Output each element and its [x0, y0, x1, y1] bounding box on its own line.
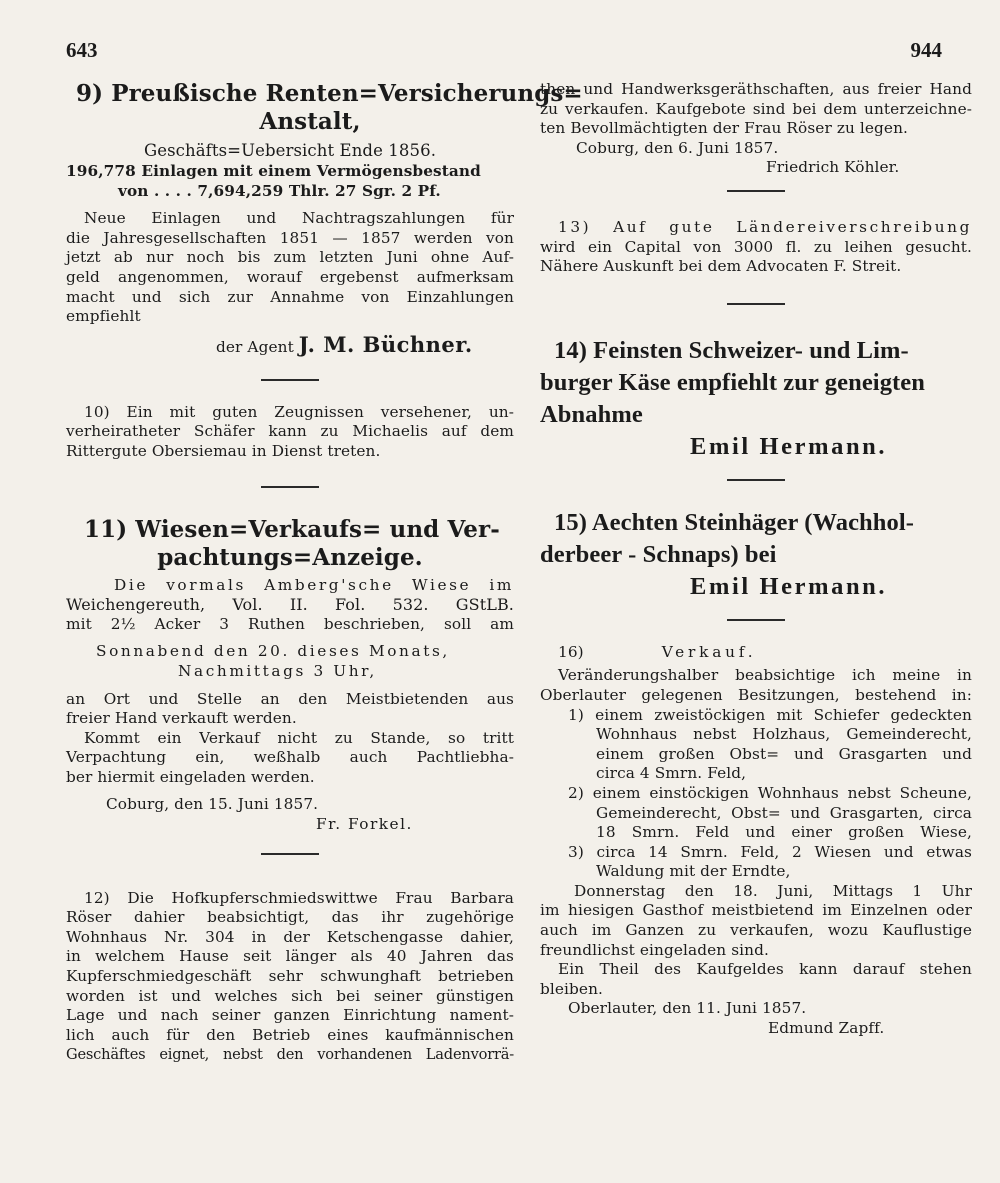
- ad-10-line: verheiratheter Schäfer kann zu Michaelis auf dem: [66, 422, 514, 441]
- ad-9-body-line: macht und sich zur Annahme von Einzahlungen: [66, 287, 514, 306]
- divider-rule: [727, 479, 785, 481]
- ad-11-line: Weichengereuth, Vol. II. Fol. 532. GStLB.: [66, 595, 514, 615]
- ad-14-line: burger Käse empfiehlt zur geneigten: [540, 368, 926, 396]
- divider-rule: [261, 853, 319, 855]
- ad-16-verkauf: [540, 643, 972, 1039]
- ad-14-line: Abnahme: [540, 400, 643, 428]
- ad-12-wohnhaus-verkauf: [66, 889, 514, 1065]
- ad-16-line: Ein Theil des Kaufgeldes kann darauf stehen: [558, 960, 972, 979]
- ad-12-line: in welchem Hause seit länger als 40 Jahren das: [66, 947, 514, 966]
- ad-14-line: 14) Feinsten Schweizer- und Lim-: [554, 336, 909, 364]
- ad-12-line: lich auch für den Betrieb eines kaufmännischen: [66, 1025, 514, 1044]
- ad-9-subheading: Geschäfts=Uebersicht Ende 1856.: [143, 141, 437, 160]
- ad-16-heading: [540, 643, 972, 663]
- ad-12-line: Geschäftes eignet, nebst den vorhandenen Ladenvorrä-: [66, 1046, 514, 1064]
- ad-11-line: Kommt ein Verkauf nicht zu Stande, so tritt: [84, 728, 514, 747]
- ad-16-line: Waldung mit der Erndte,: [596, 862, 791, 881]
- ad-9-heading-line1: 9) Preußische Renten=Versicherungs=: [76, 80, 583, 107]
- ad-12-cont-line: zu verkaufen. Kaufgebote sind bei dem unterzeichne-: [540, 99, 972, 118]
- ad-11-line: Verpachtung ein, weßhalb auch Pachtliebha-: [66, 748, 514, 767]
- ad-12-line: Wohnhaus Nr. 304 in der Ketschengasse dahier,: [66, 927, 514, 946]
- ad-11-line: Die vormals Amberg'sche Wiese im: [114, 575, 514, 594]
- ad-16-line: Gemeinderecht, Obst= und Grasgarten, circa: [596, 803, 972, 822]
- ad-9-renten-versicherung: [66, 80, 583, 361]
- divider-rule: [727, 619, 785, 621]
- ad-10-schaefer: [66, 403, 514, 462]
- ad-12-line: Röser dahier beabsichtigt, das ihr zugehörige: [66, 908, 514, 927]
- ad-15-line: 15) Aechten Steinhäger (Wachhol-: [554, 508, 915, 536]
- ad-11-line: mit 2½ Acker 3 Ruthen beschrieben, soll am: [66, 614, 514, 633]
- ad-14-kaese: [540, 335, 972, 463]
- ad-13-line: Nähere Auskunft bei dem Advocaten F. Streit.: [540, 257, 902, 276]
- right-column: [540, 80, 972, 1039]
- ad-11-wiesen-verkauf: [66, 516, 514, 835]
- ad-16-line: 3) circa 14 Smrn. Feld, 2 Wiesen und etwas: [568, 842, 972, 861]
- ad-16-line: bleiben.: [540, 979, 603, 998]
- ad-11-auction-date: Sonnabend den 20. dieses Monats,: [96, 642, 450, 661]
- ad-16-line: Oberlauter gelegenen Besitzungen, bestehend in:: [540, 685, 972, 704]
- ad-11-heading-line1: 11) Wiesen=Verkaufs= und Ver-: [84, 515, 500, 543]
- ad-12-continuation: [540, 80, 972, 178]
- divider-rule: [727, 303, 785, 305]
- ad-16-line: Veränderungshalber beabsichtige ich meine in: [558, 666, 972, 685]
- ad-9-line: 196,778 Einlagen mit einem Vermögensbestand: [66, 162, 481, 180]
- ad-16-line: im hiesigen Gasthof meistbietend im Einzelnen oder: [540, 901, 972, 920]
- ad-16-line: 2) einem einstöckigen Wohnhaus nebst Scheune,: [568, 783, 972, 802]
- ad-11-auction-time: Nachmittags 3 Uhr,: [178, 661, 377, 680]
- ad-14-signature: Emil Hermann.: [690, 432, 888, 460]
- ad-9-heading-line2: Anstalt,: [259, 108, 361, 135]
- ad-16-line: circa 4 Smrn. Feld,: [596, 764, 747, 783]
- ad-13-line: wird ein Capital von 3000 fl. zu leihen gesucht.: [540, 237, 972, 256]
- ad-12-line: Lage und nach seiner ganzen Einrichtung nament-: [66, 1006, 514, 1025]
- ad-16-date: Oberlauter, den 11. Juni 1857.: [568, 999, 807, 1018]
- ad-9-signature-prefix: der Agent: [216, 337, 294, 356]
- ad-9-signature-name: J. M. Büchner.: [298, 331, 473, 357]
- ad-15-line: derbeer - Schnaps) bei: [540, 540, 777, 568]
- ad-9-line: von . . . . 7,694,259 Thlr. 27 Sgr. 2 Pf.: [118, 181, 441, 200]
- ad-16-line: freundlichst eingeladen sind.: [540, 940, 769, 959]
- ad-15-steinhaeger: [540, 507, 972, 603]
- ad-16-line: Wohnhaus nebst Holzhaus, Gemeinderecht,: [596, 725, 972, 744]
- ad-9-body-line: geld angenommen, worauf ergebenst aufmerksam: [66, 267, 514, 286]
- page-number-right: 944: [910, 38, 942, 62]
- ad-11-line: freier Hand verkauft werden.: [66, 709, 297, 728]
- ad-16-line: 1) einem zweistöckigen mit Schiefer gedeckten: [568, 705, 972, 724]
- ad-9-body-line: jetzt ab nur noch bis zum letzten Juni ohne Auf-: [66, 248, 514, 267]
- ad-16-signature: Edmund Zapff.: [768, 1019, 885, 1038]
- ad-11-heading-line2: pachtungs=Anzeige.: [157, 543, 423, 571]
- ad-12-line: 12) Die Hofkupferschmiedswittwe Frau Barbara: [84, 888, 514, 907]
- ad-12-line: Kupferschmiedgeschäft sehr schwunghaft betrieben: [66, 967, 514, 986]
- ad-12-date: Coburg, den 6. Juni 1857.: [576, 138, 779, 157]
- ad-12-line: worden ist und welches sich bei seiner günstigen: [66, 986, 514, 1005]
- divider-rule: [261, 379, 319, 381]
- ad-11-line: an Ort und Stelle an den Meistbietenden aus: [66, 689, 514, 708]
- ad-16-auction-date: Donnerstag den 18. Juni, Mittags 1 Uhr: [574, 881, 972, 900]
- ad-11-signature: Fr. Forkel.: [316, 815, 413, 834]
- ad-12-cont-line: then und Handwerksgeräthschaften, aus freier Hand: [540, 80, 972, 98]
- ad-16-line: auch im Ganzen zu verkaufen, wozu Kauflustige: [540, 921, 972, 940]
- ad-16-number: 16): [558, 642, 584, 661]
- ad-10-line: Rittergute Obersiemau in Dienst treten.: [66, 441, 381, 460]
- ad-13-capital: [540, 218, 972, 277]
- ad-9-signature: [66, 331, 514, 361]
- ad-11-date: Coburg, den 15. Juni 1857.: [106, 795, 319, 814]
- ad-10-line: 10) Ein mit guten Zeugnissen versehener, un-: [84, 402, 514, 421]
- ad-16-title: Verkauf.: [661, 642, 757, 661]
- ad-12-cont-line: ten Bevollmächtigten der Frau Röser zu legen.: [540, 119, 908, 138]
- divider-rule: [727, 190, 785, 192]
- ad-11-line: ber hiermit eingeladen werden.: [66, 767, 315, 786]
- ad-12-signature: Friedrich Köhler.: [766, 158, 900, 177]
- ad-9-body-line: die Jahresgesellschaften 1851 — 1857 werden von: [66, 228, 514, 247]
- page-number-left: 643: [66, 38, 98, 62]
- divider-rule: [261, 486, 319, 488]
- ad-9-body-line: empfiehlt: [66, 307, 141, 326]
- ad-9-body-line: Neue Einlagen und Nachtragszahlungen für: [84, 209, 514, 228]
- ad-16-line: 18 Smrn. Feld und einer großen Wiese,: [596, 823, 972, 842]
- ad-16-line: einem großen Obst= und Grasgarten und: [596, 744, 972, 763]
- ad-15-signature: Emil Hermann.: [690, 572, 888, 600]
- ad-13-line: 13) Auf gute Ländereiverschreibung: [558, 217, 972, 236]
